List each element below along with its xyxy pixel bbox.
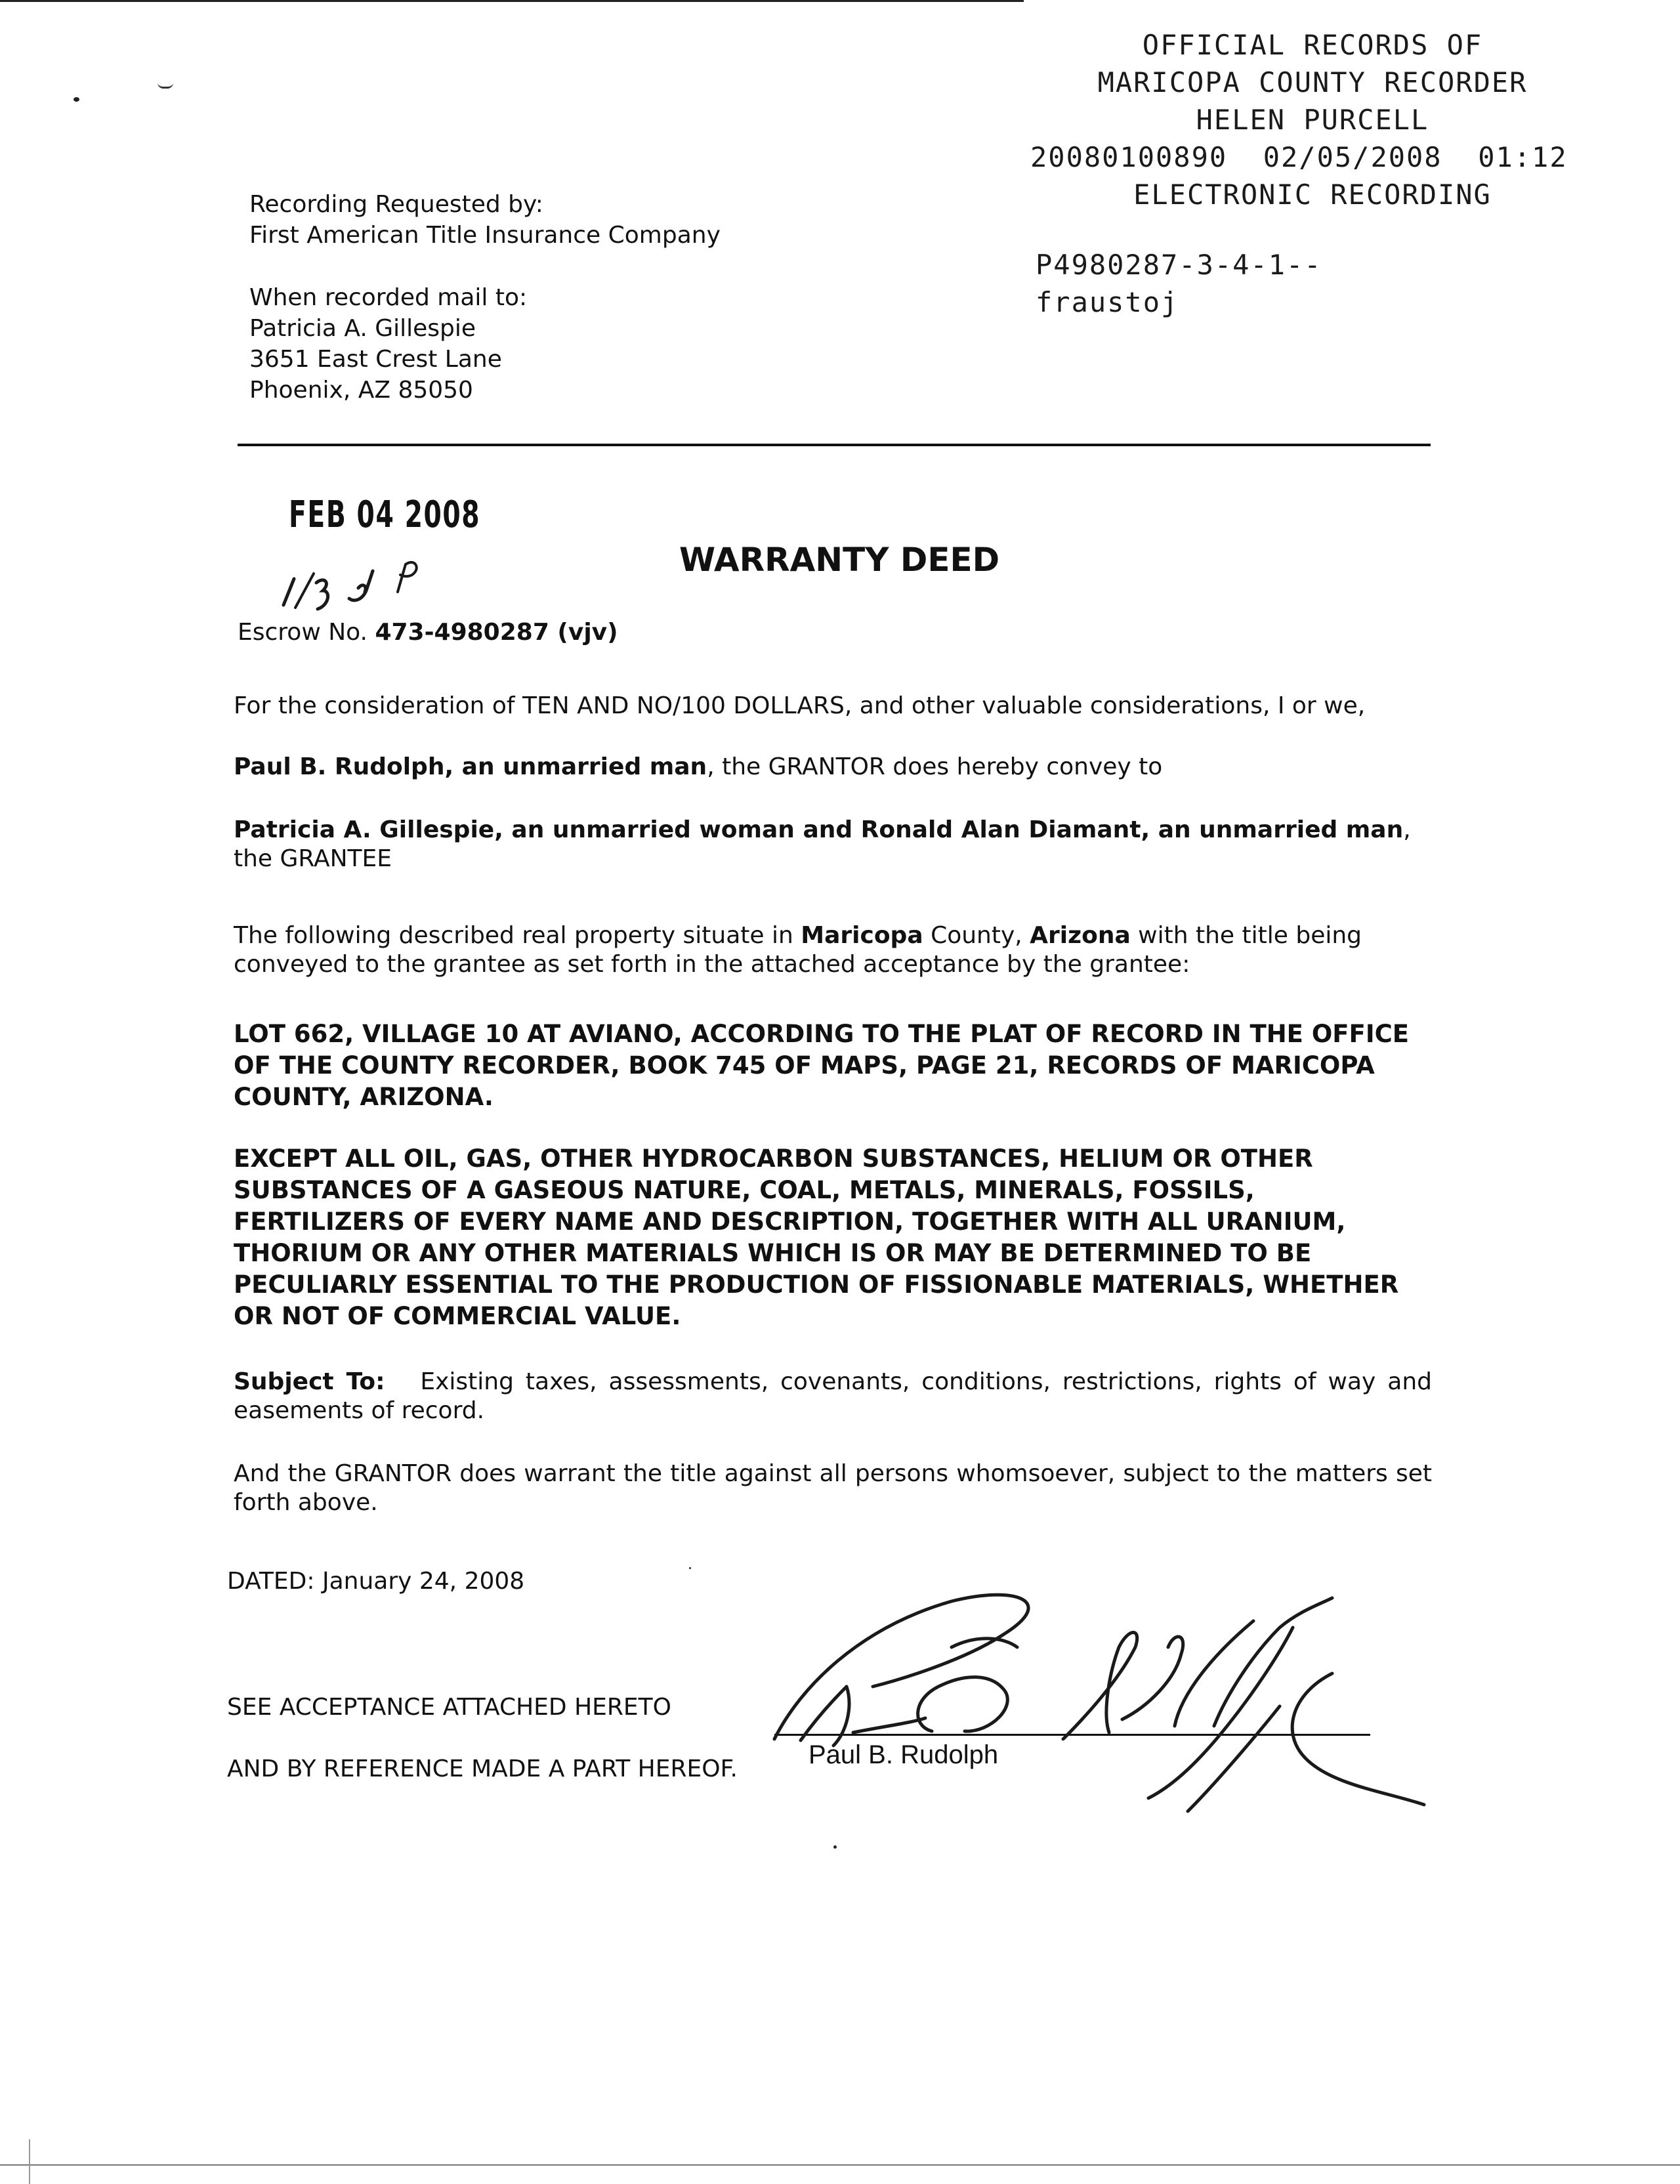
mail-to-name: Patricia A. Gillespie [249, 315, 476, 342]
recording-requested [249, 189, 721, 251]
subject-to-paragraph [234, 1368, 1432, 1425]
file-ref-number: P4980287-3-4-1-- [1036, 249, 1322, 281]
grantee-text: , the GRANTEE [234, 816, 1411, 872]
escrow-label: Escrow No. [238, 619, 368, 646]
mineral-exception: EXCEPT ALL OIL, GAS, OTHER HYDROCARBON SUBSTANCES, HELIUM OR OTHER SUBSTANCES OF A GASEOUS NATURE, COAL, METALS, MINERALS, FOSSILS, FERTILIZERS OF EVERY NAME AND DESCRIPTION, TOGETHER WITH ALL URANIUM, THORIUM OR ANY OTHER MATERIALS WHICH IS OR MAY BE DETERMINED TO BE PECULIARLY ESSENTIAL TO THE PRODUCTION OF FISSIONABLE MATERIALS, WHETHER OR NOT OF COMMERCIAL VALUE. [234, 1144, 1399, 1330]
subject-to-text: Existing taxes, assessments, covenants, conditions, restrictions, rights of way and easements of record. [234, 1368, 1432, 1424]
scan-speck [74, 97, 79, 102]
scan-speck [158, 83, 173, 89]
scan-speck [833, 1845, 837, 1849]
grantor-name: Paul B. Rudolph, an unmarried man [234, 753, 707, 780]
scan-left-border [29, 2139, 30, 2184]
recorder-line: MARICOPA COUNTY RECORDER [1097, 66, 1528, 98]
property-text-3: with the title being conveyed to the grantee as set forth in the attached acceptance by the grantee: [234, 922, 1362, 978]
handwritten-signature [755, 1575, 1450, 1824]
recording-type: ELECTRONIC RECORDING [1133, 178, 1492, 211]
acceptance-line-1: SEE ACCEPTANCE ATTACHED HERETO [227, 1694, 671, 1721]
escrow-value: 473-4980287 (vjv) [375, 619, 618, 646]
warranty-clause: And the GRANTOR does warrant the title against all persons whomsoever, subject to the matters set forth above. [234, 1460, 1432, 1516]
acceptance-line-2: AND BY REFERENCE MADE A PART HEREOF. [227, 1755, 738, 1782]
subject-to-label: Subject To: [234, 1368, 385, 1395]
property-county: Maricopa [801, 922, 923, 949]
mail-to-city: Phoenix, AZ 85050 [249, 377, 473, 404]
recording-requested-company: First American Title Insurance Company [249, 222, 721, 249]
escrow-number [238, 617, 618, 648]
clerk-id: fraustoj [1036, 286, 1179, 318]
recorder-line: HELEN PURCELL [1196, 104, 1429, 136]
record-date: 02/05/2008 [1263, 141, 1442, 173]
file-reference [1036, 246, 1322, 321]
scan-top-border [0, 0, 1024, 2]
recorder-line: OFFICIAL RECORDS OF [1142, 29, 1483, 61]
mail-to-block [249, 282, 527, 406]
dated-line: DATED: January 24, 2008 [227, 1568, 525, 1595]
legal-description: LOT 662, VILLAGE 10 AT AVIANO, ACCORDING TO THE PLAT OF RECORD IN THE OFFICE OF THE COUNTY RECORDER, BOOK 745 OF MAPS, PAGE 21, RECORDS OF MARICOPA COUNTY, ARIZONA. [234, 1020, 1410, 1111]
consideration-paragraph: For the consideration of TEN AND NO/100 DOLLARS, and other valuable considerations, I or we, [234, 692, 1366, 719]
record-stamp-line [1030, 138, 1641, 176]
recorder-header [984, 26, 1641, 213]
grantor-text: , the GRANTOR does hereby convey to [707, 753, 1163, 780]
scan-bottom-border [0, 2164, 1680, 2166]
property-state: Arizona [1030, 922, 1131, 949]
property-text-1: The following described real property situate in [234, 922, 801, 949]
header-divider [238, 444, 1431, 446]
property-text-2: County, [923, 922, 1030, 949]
recording-requested-label: Recording Requested by: [249, 191, 543, 218]
grantor-paragraph [234, 753, 1432, 782]
mail-to-street: 3651 East Crest Lane [249, 346, 502, 373]
scan-speck [689, 1567, 691, 1569]
grantee-name: Patricia A. Gillespie, an unmarried woman and Ronald Alan Diamant, an unmarried man [234, 816, 1404, 843]
record-number: 20080100890 [1030, 141, 1228, 173]
record-time: 01:12 [1478, 141, 1568, 173]
property-paragraph [234, 921, 1432, 979]
document-title: WARRANTY DEED [679, 541, 1000, 579]
grantee-paragraph [234, 816, 1432, 873]
received-date-stamp: FEB 04 2008 [289, 494, 481, 536]
mail-to-label: When recorded mail to: [249, 284, 528, 311]
signer-name: Paul B. Rudolph [808, 1740, 999, 1769]
handwritten-initials [276, 545, 433, 617]
